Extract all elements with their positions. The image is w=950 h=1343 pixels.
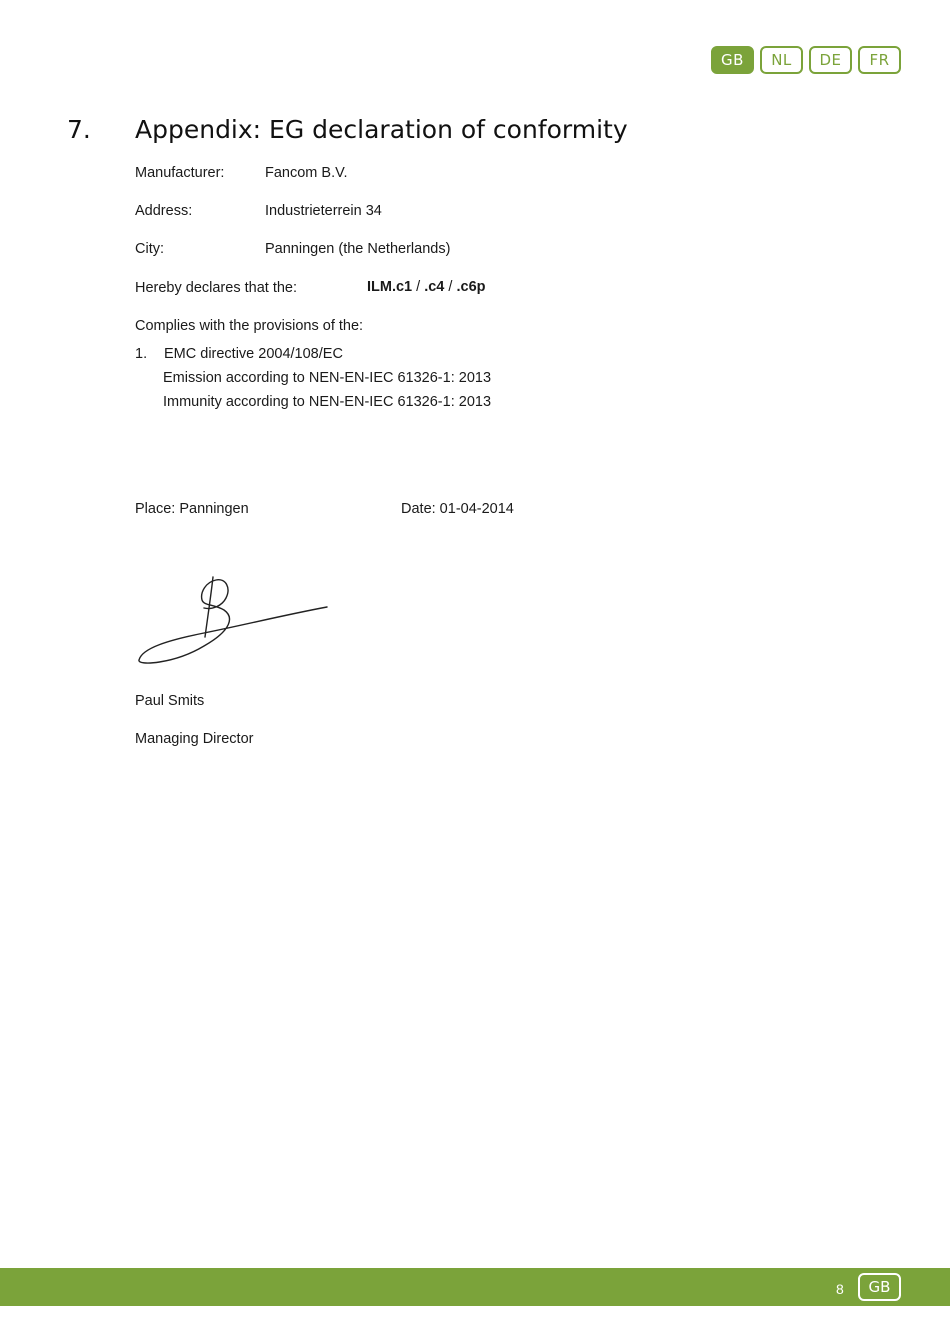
- language-tab-fr[interactable]: FR: [858, 46, 901, 74]
- date-text: Date: 01-04-2014: [401, 501, 514, 517]
- complies-text: Complies with the provisions of the:: [135, 318, 364, 334]
- directive-title: EMC directive 2004/108/EC: [164, 346, 343, 362]
- product-separator-2: /: [444, 279, 457, 295]
- footer-bar: [0, 1268, 950, 1306]
- language-tab-de[interactable]: DE: [809, 46, 852, 74]
- signer-name: Paul Smits: [135, 693, 205, 709]
- declares-label: Hereby declares that the:: [135, 280, 298, 296]
- directive-number: 1.: [135, 346, 148, 362]
- address-label: Address:: [135, 203, 193, 219]
- product-part-1: ILM.c1: [367, 279, 413, 295]
- city-value: Panningen (the Netherlands): [265, 241, 451, 257]
- city-label: City:: [135, 241, 164, 257]
- immunity-line: Immunity according to NEN-EN-IEC 61326-1: 2013: [163, 394, 492, 410]
- product-part-2: .c4: [424, 279, 445, 295]
- page-number: 8: [836, 1281, 844, 1297]
- place-text: Place: Panningen: [135, 501, 249, 517]
- language-tab-gb[interactable]: GB: [711, 46, 754, 74]
- address-value: Industrieterrein 34: [265, 203, 382, 219]
- emission-line: Emission according to NEN-EN-IEC 61326-1: 2013: [163, 370, 492, 386]
- language-selector: [711, 46, 901, 74]
- manufacturer-value: Fancom B.V.: [265, 165, 348, 181]
- signature-image: [134, 570, 334, 670]
- section-number: 7.: [67, 115, 91, 144]
- product-part-3: .c6p: [456, 279, 486, 295]
- product-separator-1: /: [412, 279, 425, 295]
- language-tab-nl[interactable]: NL: [760, 46, 803, 74]
- product-name: [367, 278, 486, 296]
- manufacturer-label: Manufacturer:: [135, 165, 225, 181]
- page-title: Appendix: EG declaration of conformity: [135, 115, 628, 144]
- footer-language-badge: GB: [858, 1273, 901, 1301]
- signer-title: Managing Director: [135, 731, 254, 747]
